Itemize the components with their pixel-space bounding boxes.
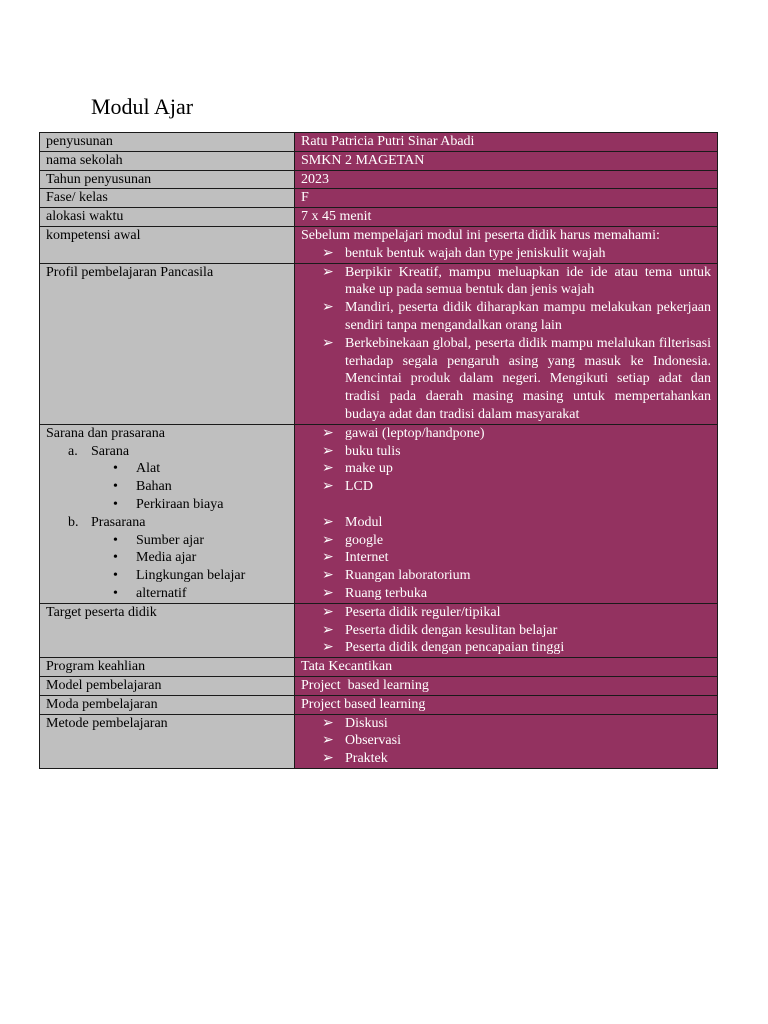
arrow-bullet-icon: ➢ xyxy=(322,568,334,584)
list-item: • alternatif xyxy=(113,585,187,601)
list-item: ➢ Ruangan laboratorium xyxy=(322,568,471,584)
bullet-list xyxy=(301,425,711,603)
list-item: • Media ajar xyxy=(113,550,197,566)
bullet-list xyxy=(301,245,711,263)
arrow-bullet-icon: ➢ xyxy=(322,622,334,638)
row-label xyxy=(40,424,295,603)
row-label: Tahun penyusunan xyxy=(40,170,295,189)
table-row xyxy=(40,676,718,695)
arrow-bullet-icon: ➢ xyxy=(322,751,334,767)
list-item: ➢ Internet xyxy=(322,550,389,566)
list-item: a. Sarana • Alat • Bahan • Perkiraan biaya xyxy=(46,443,288,514)
row-value: SMKN 2 MAGETAN xyxy=(295,151,718,170)
list-item: • Bahan xyxy=(113,479,172,495)
row-label: nama sekolah xyxy=(40,151,295,170)
arrow-bullet-icon: ➢ xyxy=(322,532,334,548)
row-value xyxy=(295,714,718,768)
list-item: b. Prasarana • Sumber ajar • Media ajar • Lingkungan belajar • alternatif xyxy=(46,514,288,603)
arrow-bullet-icon: ➢ xyxy=(322,715,334,731)
row-label: penyusunan xyxy=(40,133,295,152)
row-value: Project based learning xyxy=(295,676,718,695)
arrow-bullet-icon: ➢ xyxy=(322,604,334,620)
table-row xyxy=(40,714,718,768)
table-row xyxy=(40,695,718,714)
row-value xyxy=(295,424,718,603)
table-row xyxy=(40,603,718,657)
list-item: • Perkiraan biaya xyxy=(113,496,224,512)
list-item: ➢ Peserta didik dengan kesulitan belajar xyxy=(322,622,558,638)
row-value: Ratu Patricia Putri Sinar Abadi xyxy=(295,133,718,152)
page-title: Modul Ajar xyxy=(91,94,194,119)
sarana-heading: Sarana dan prasarana xyxy=(46,425,165,441)
arrow-bullet-icon: ➢ xyxy=(322,461,334,477)
bullet-list xyxy=(301,264,711,424)
table-row xyxy=(40,151,718,170)
row-value xyxy=(295,603,718,657)
list-item: ➢ Praktek xyxy=(322,751,388,767)
dot-bullet-icon: • xyxy=(113,568,118,584)
row-label: Profil pembelajaran Pancasila xyxy=(40,263,295,424)
dot-bullet-icon: • xyxy=(113,479,118,495)
list-item: ➢ bentuk bentuk wajah dan type jeniskulit wajah xyxy=(322,245,606,261)
list-item: ➢ Berpikir Kreatif, mampu meluapkan ide ide atau tema untuk make up pada semua bentuk dan jenis wajah xyxy=(322,264,711,298)
dot-list xyxy=(91,532,288,603)
list-item: • Alat xyxy=(113,461,161,477)
row-label: Target peserta didik xyxy=(40,603,295,657)
arrow-bullet-icon: ➢ xyxy=(322,585,334,601)
list-item: ➢ gawai (leptop/handpone) xyxy=(322,425,485,441)
list-item: ➢ LCD xyxy=(322,479,373,495)
arrow-bullet-icon: ➢ xyxy=(322,264,334,280)
arrow-bullet-icon: ➢ xyxy=(322,479,334,495)
table-row xyxy=(40,226,718,263)
arrow-bullet-icon: ➢ xyxy=(322,514,334,530)
bullet-list xyxy=(301,604,711,657)
row-value: 2023 xyxy=(295,170,718,189)
sub-list xyxy=(46,443,288,603)
list-marker: a. xyxy=(68,443,78,459)
dot-bullet-icon: • xyxy=(113,496,118,512)
dot-bullet-icon: • xyxy=(113,461,118,477)
list-item: ➢ Modul xyxy=(322,514,383,530)
dot-bullet-icon: • xyxy=(113,550,118,566)
bullet-list xyxy=(301,715,711,768)
list-item: ➢ make up xyxy=(322,461,393,477)
table-row xyxy=(40,424,718,603)
table-row xyxy=(40,208,718,227)
table-row xyxy=(40,263,718,424)
module-table xyxy=(39,132,718,769)
list-marker: b. xyxy=(68,514,79,530)
list-item: • Sumber ajar xyxy=(113,532,205,548)
arrow-bullet-icon: ➢ xyxy=(322,335,334,351)
row-label: Metode pembelajaran xyxy=(40,714,295,768)
row-label: Fase/ kelas xyxy=(40,189,295,208)
list-item: ➢ google xyxy=(322,532,384,548)
list-item: ➢ Ruang terbuka xyxy=(322,585,428,601)
dot-bullet-icon: • xyxy=(113,585,118,601)
row-value: 7 x 45 menit xyxy=(295,208,718,227)
row-label: Model pembelajaran xyxy=(40,676,295,695)
list-spacer xyxy=(301,496,711,514)
list-item: • Lingkungan belajar xyxy=(113,568,246,584)
list-item: ➢ Observasi xyxy=(322,733,401,749)
list-item: ➢ Berkebinekaan global, peserta didik mampu melalukan filterisasi terhadap segala pengaruh asing yang masuk ke Indonesia. Mencintai produk dalam negeri. Mengikuti setiap adat dan tradisi pada daerah masing masing untuk mempertahankan budaya adat dan tradisi dalam masyarakat xyxy=(322,335,711,422)
arrow-bullet-icon: ➢ xyxy=(322,550,334,566)
arrow-bullet-icon: ➢ xyxy=(322,733,334,749)
row-value: F xyxy=(295,189,718,208)
row-value xyxy=(295,226,718,263)
arrow-bullet-icon: ➢ xyxy=(322,300,334,316)
table-row xyxy=(40,189,718,208)
row-label: kompetensi awal xyxy=(40,226,295,263)
list-item: ➢ buku tulis xyxy=(322,443,401,459)
dot-list xyxy=(91,460,288,513)
row-value: Tata Kecantikan xyxy=(295,658,718,677)
arrow-bullet-icon: ➢ xyxy=(322,640,334,656)
list-item: ➢ Peserta didik reguler/tipikal xyxy=(322,604,501,620)
row-value xyxy=(295,263,718,424)
arrow-bullet-icon: ➢ xyxy=(322,443,334,459)
row-label: Program keahlian xyxy=(40,658,295,677)
list-item: ➢ Peserta didik dengan pencapaian tinggi xyxy=(322,640,565,656)
arrow-bullet-icon: ➢ xyxy=(322,425,334,441)
arrow-bullet-icon: ➢ xyxy=(322,245,334,261)
table-row xyxy=(40,170,718,189)
dot-bullet-icon: • xyxy=(113,532,118,548)
row-value: Project based learning xyxy=(295,695,718,714)
table-row xyxy=(40,133,718,152)
row-label: Moda pembelajaran xyxy=(40,695,295,714)
row-label: alokasi waktu xyxy=(40,208,295,227)
table-row xyxy=(40,658,718,677)
list-item: ➢ Diskusi xyxy=(322,715,388,731)
list-item: ➢ Mandiri, peserta didik diharapkan mampu melakukan pekerjaan sendiri tanpa mengandalkan orang lain xyxy=(322,300,711,333)
kompetensi-intro: Sebelum mempelajari modul ini peserta didik harus memahami: xyxy=(301,227,660,243)
